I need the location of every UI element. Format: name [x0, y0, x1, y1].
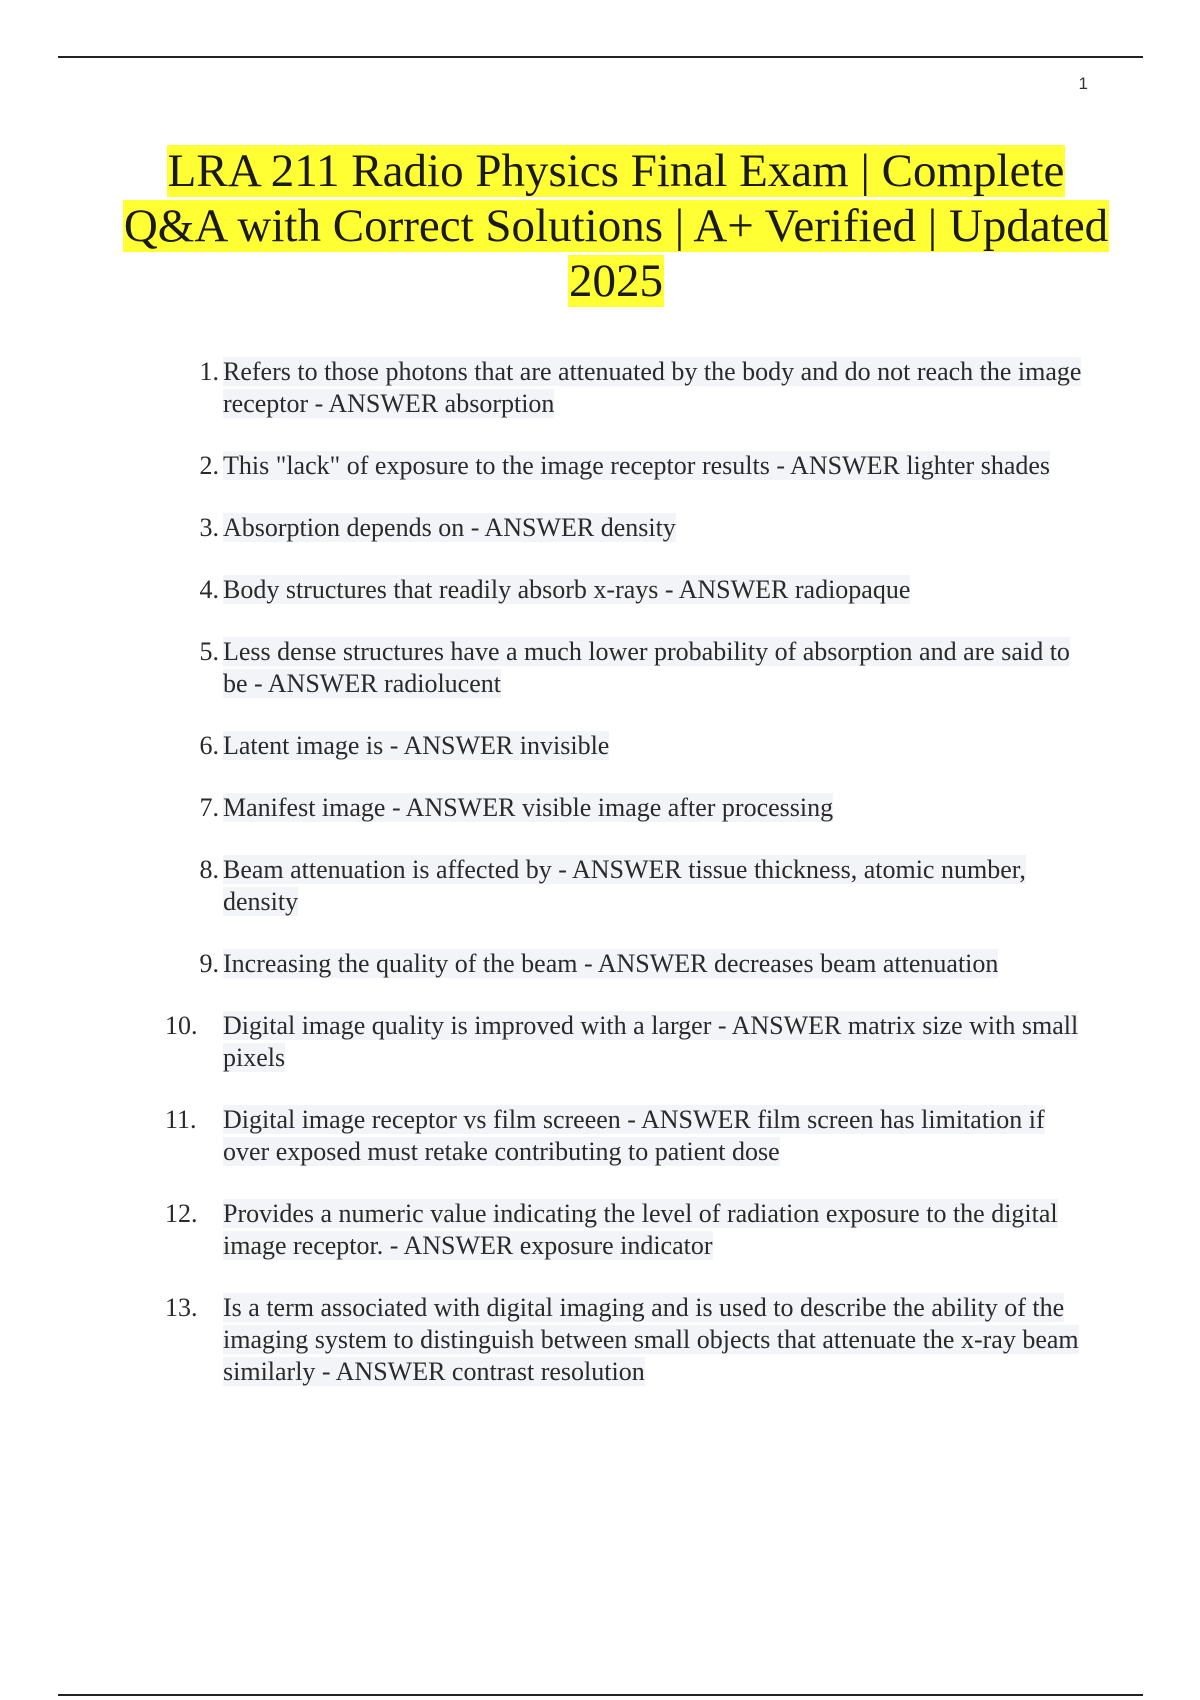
- item-number: 9.: [199, 949, 219, 978]
- item-text-block: [219, 730, 1095, 762]
- item-number: 8.: [199, 855, 219, 884]
- list-item: [165, 450, 1095, 482]
- item-number: 7.: [199, 793, 219, 822]
- item-text-block: [219, 450, 1095, 482]
- list-item: [165, 512, 1095, 544]
- item-text: Refers to those photons that are attenuated by the body and do not reach the image receptor - ANSWER absorption: [223, 357, 1082, 418]
- item-text-block: [219, 1292, 1095, 1388]
- item-number: 6.: [199, 731, 219, 760]
- item-text: Body structures that readily absorb x-rays - ANSWER radiopaque: [223, 575, 911, 604]
- item-text-block: [219, 512, 1095, 544]
- item-text-block: [219, 636, 1095, 700]
- item-text: Absorption depends on - ANSWER density: [223, 513, 676, 542]
- item-text: Beam attenuation is affected by - ANSWER tissue thickness, atomic number, density: [223, 855, 1026, 916]
- item-text: Is a term associated with digital imaging and is used to describe the ability of the imaging system to distinguish between small objects that attenuate the x-ray beam similarly - ANSWER contrast resolution: [223, 1293, 1079, 1386]
- item-text: This "lack" of exposure to the image receptor results - ANSWER lighter shades: [223, 451, 1051, 480]
- item-number: 5.: [199, 637, 219, 666]
- item-text: Manifest image - ANSWER visible image after processing: [223, 793, 834, 822]
- item-number: 12.: [165, 1199, 198, 1228]
- list-item: [165, 1010, 1095, 1074]
- item-text-block: [219, 948, 1095, 980]
- item-text: Less dense structures have a much lower probability of absorption and are said to be - ANSWER radiolucent: [223, 637, 1070, 698]
- list-item: [165, 1292, 1095, 1388]
- item-text-block: [219, 1198, 1095, 1262]
- item-text-block: [219, 356, 1095, 420]
- item-number: 3.: [199, 513, 219, 542]
- item-number: 1.: [199, 357, 219, 386]
- list-item: [165, 1198, 1095, 1262]
- title-highlight: LRA 211 Radio Physics Final Exam | Complete Q&A with Correct Solutions | A+ Verified | Updated 2025: [123, 145, 1109, 307]
- item-number: 2.: [199, 451, 219, 480]
- item-text: Increasing the quality of the beam - ANSWER decreases beam attenuation: [223, 949, 999, 978]
- page-number: 1: [1078, 74, 1088, 93]
- bottom-rule: [58, 1694, 1143, 1696]
- item-text-block: [219, 574, 1095, 606]
- top-rule: [58, 56, 1143, 58]
- list-item: [165, 792, 1095, 824]
- item-text-block: [219, 792, 1095, 824]
- list-item: [165, 948, 1095, 980]
- item-text-block: [219, 854, 1095, 918]
- item-text-block: [219, 1010, 1095, 1074]
- item-number: 11.: [165, 1105, 197, 1134]
- item-number: 13.: [165, 1293, 198, 1322]
- item-number: 10.: [165, 1011, 198, 1040]
- list-item: [165, 574, 1095, 606]
- list-item: [165, 356, 1095, 420]
- item-text-block: [219, 1104, 1095, 1168]
- list-item: [165, 1104, 1095, 1168]
- list-item: [165, 854, 1095, 918]
- item-text: Digital image quality is improved with a larger - ANSWER matrix size with small pixels: [223, 1011, 1079, 1072]
- qa-list: [165, 356, 1095, 1418]
- item-text: Digital image receptor vs film screeen - ANSWER film screen has limitation if over exposed must retake contributing to patient dose: [223, 1105, 1045, 1166]
- document-title: [120, 144, 1112, 309]
- list-item: [165, 636, 1095, 700]
- item-text: Provides a numeric value indicating the level of radiation exposure to the digital image receptor. - ANSWER exposure indicator: [223, 1199, 1058, 1260]
- list-item: [165, 730, 1095, 762]
- item-text: Latent image is - ANSWER invisible: [223, 731, 610, 760]
- item-number: 4.: [199, 575, 219, 604]
